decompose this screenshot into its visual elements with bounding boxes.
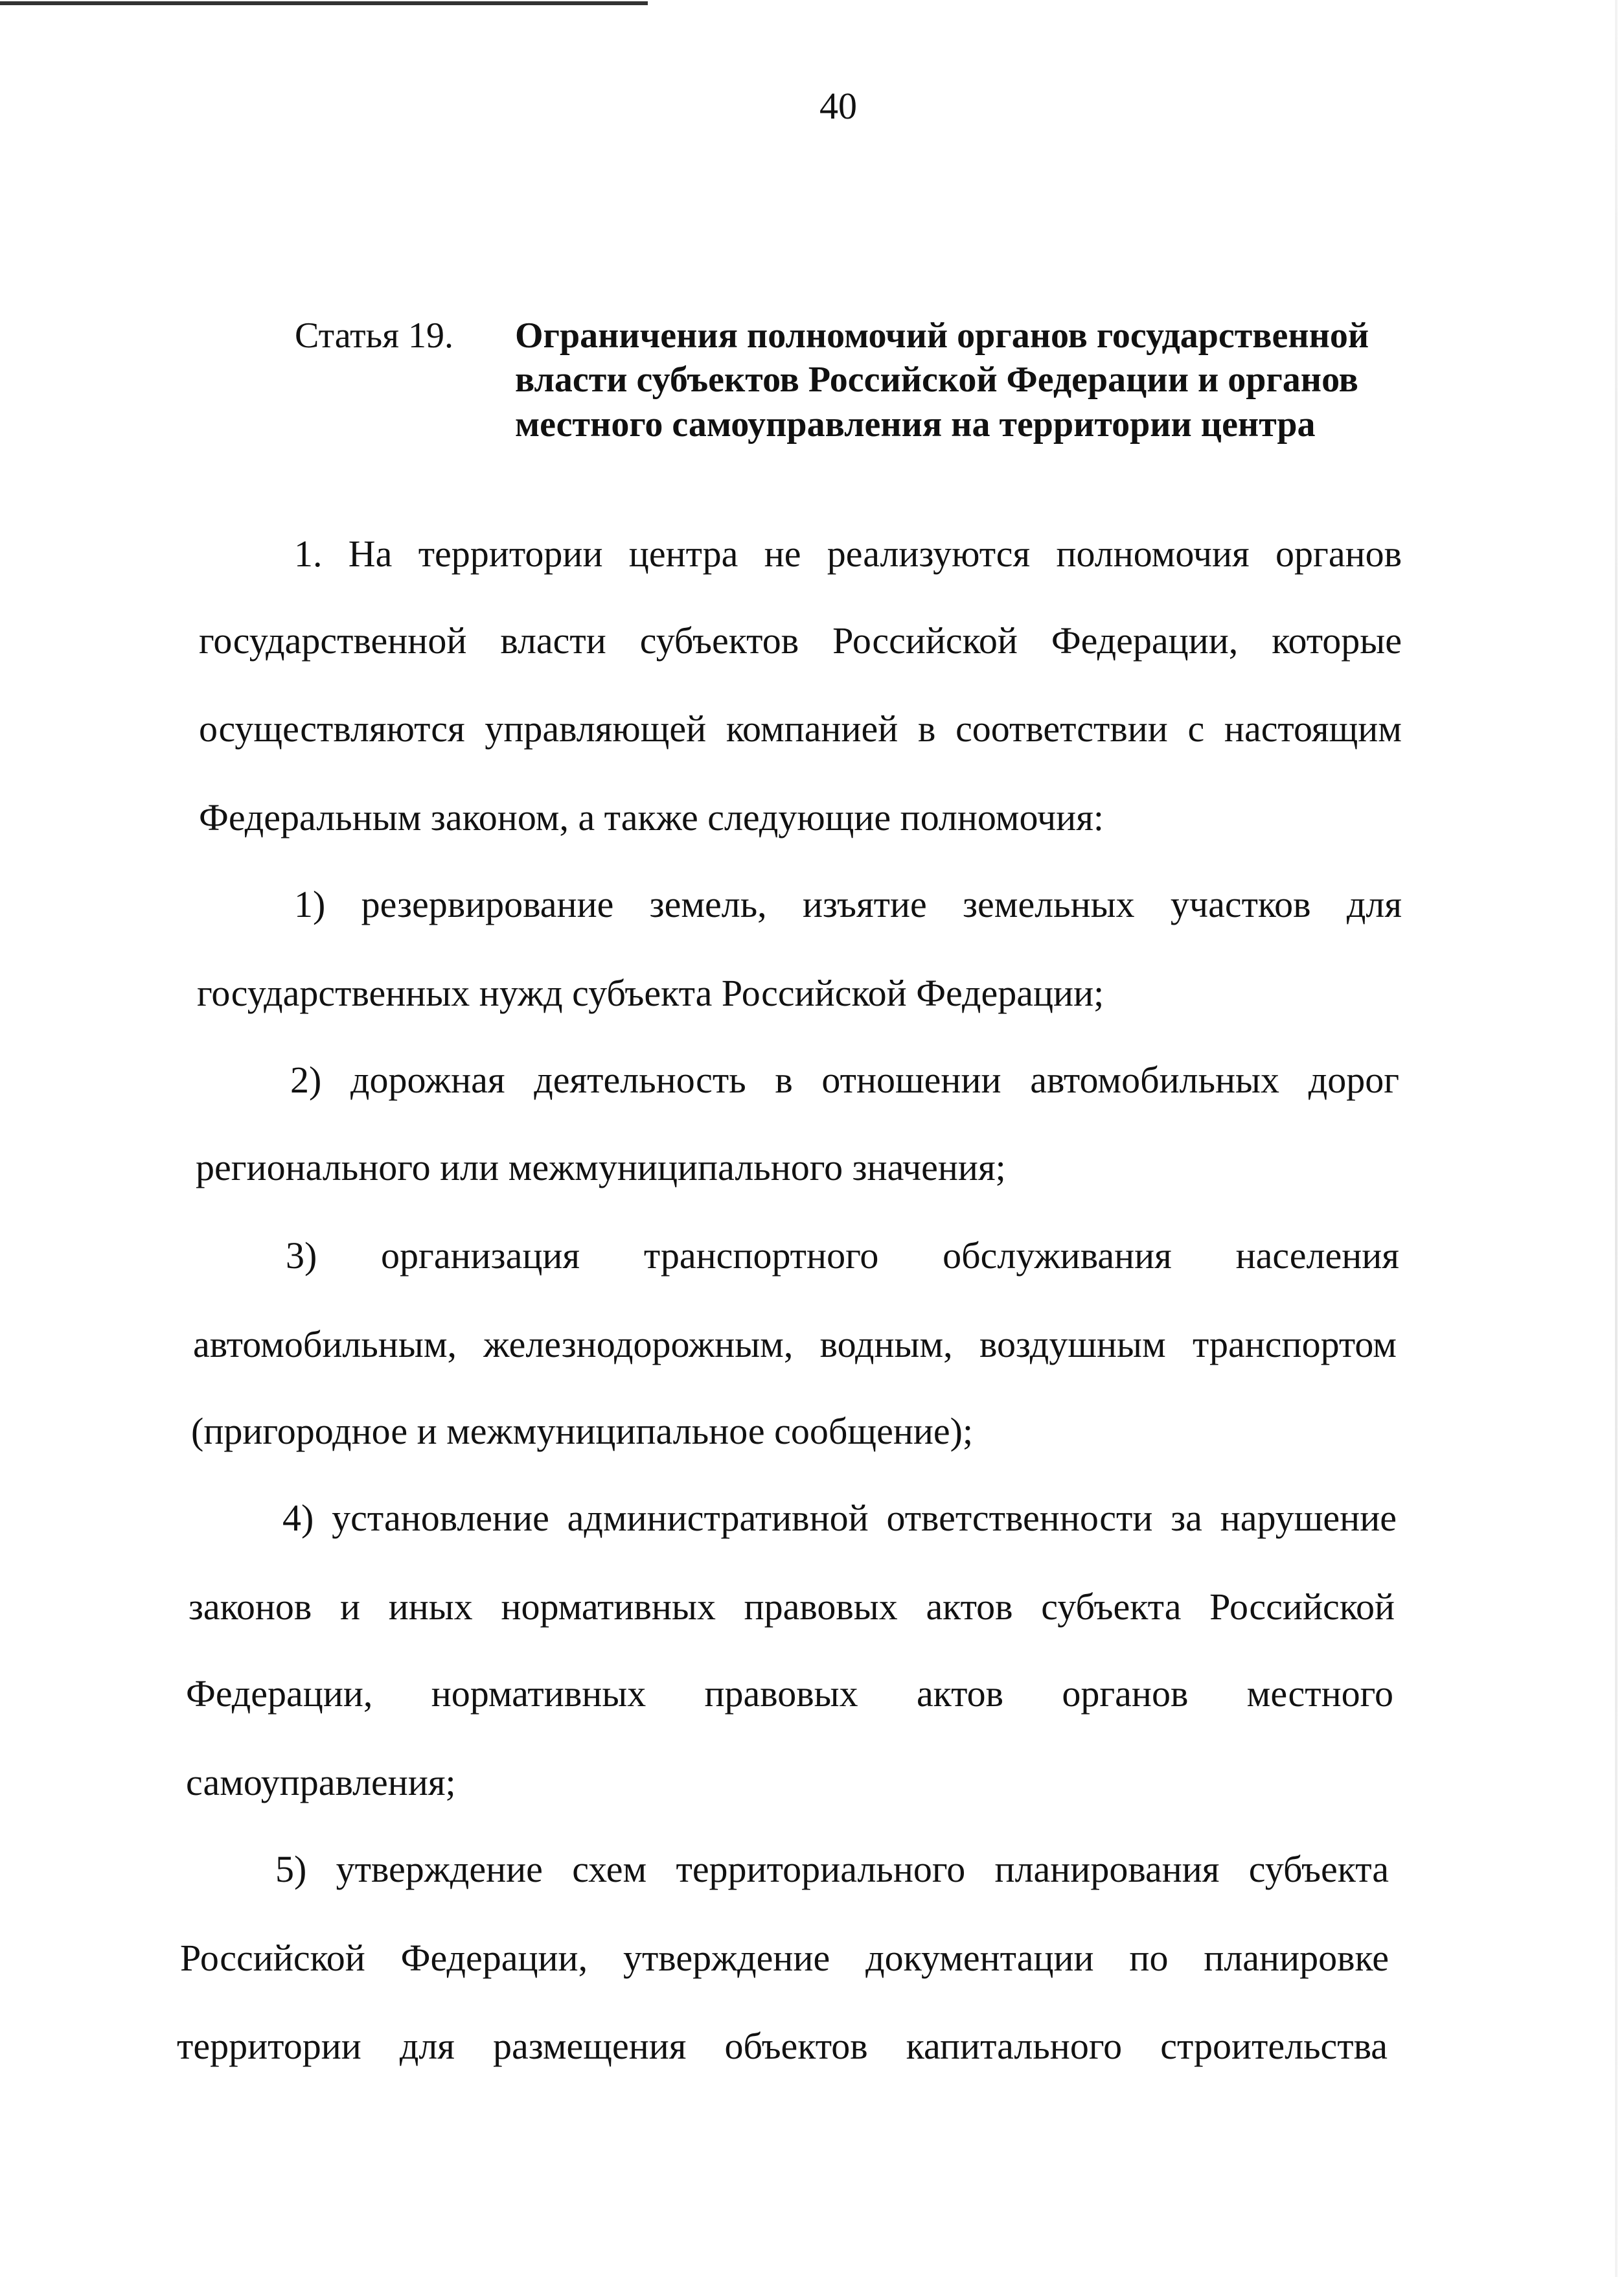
page-number: 40 <box>819 85 857 127</box>
article-title-line: Ограничения полномочий органов государственной <box>515 316 1369 356</box>
body-line: осуществляются управляющей компанией в соответствии с настоящим <box>199 708 1402 750</box>
body-line: законов и иных нормативных правовых актов субъекта Российской <box>189 1586 1395 1628</box>
body-line: (пригородное и межмуниципальное сообщение); <box>191 1410 974 1452</box>
body-line: государственных нужд субъекта Российской Федерации; <box>197 972 1104 1014</box>
body-line: 3) организация транспортного обслуживания населения <box>286 1234 1399 1277</box>
body-line: территории для размещения объектов капитального строительства <box>177 2025 1388 2067</box>
body-line: самоуправления; <box>186 1761 456 1803</box>
body-line: 1. На территории центра не реализуются полномочия органов <box>294 533 1402 575</box>
scan-edge-right <box>1615 0 1618 2277</box>
body-line: Российской Федерации, утверждение документации по планировке <box>180 1937 1389 1979</box>
article-label: Статья 19. <box>295 316 453 356</box>
body-line: Федерации, нормативных правовых актов органов местного <box>186 1672 1393 1715</box>
body-line: 2) дорожная деятельность в отношении автомобильных дорог <box>290 1059 1399 1101</box>
scan-edge-line <box>0 1 648 5</box>
body-line: государственной власти субъектов Российской Федерации, которые <box>199 619 1402 662</box>
body-line: 5) утверждение схем территориального планирования субъекта <box>275 1848 1389 1890</box>
article-title-line: власти субъектов Российской Федерации и органов <box>515 360 1358 400</box>
body-line: Федеральным законом, а также следующие полномочия: <box>199 796 1104 838</box>
body-line: 1) резервирование земель, изъятие земельных участков для <box>294 883 1402 925</box>
body-line: автомобильным, железнодорожным, водным, воздушным транспортом <box>193 1323 1397 1365</box>
body-line: 4) установление административной ответственности за нарушение <box>282 1497 1397 1539</box>
body-line: регионального или межмуниципального значения; <box>196 1146 1006 1188</box>
article-title-line: местного самоуправления на территории центра <box>515 404 1316 445</box>
